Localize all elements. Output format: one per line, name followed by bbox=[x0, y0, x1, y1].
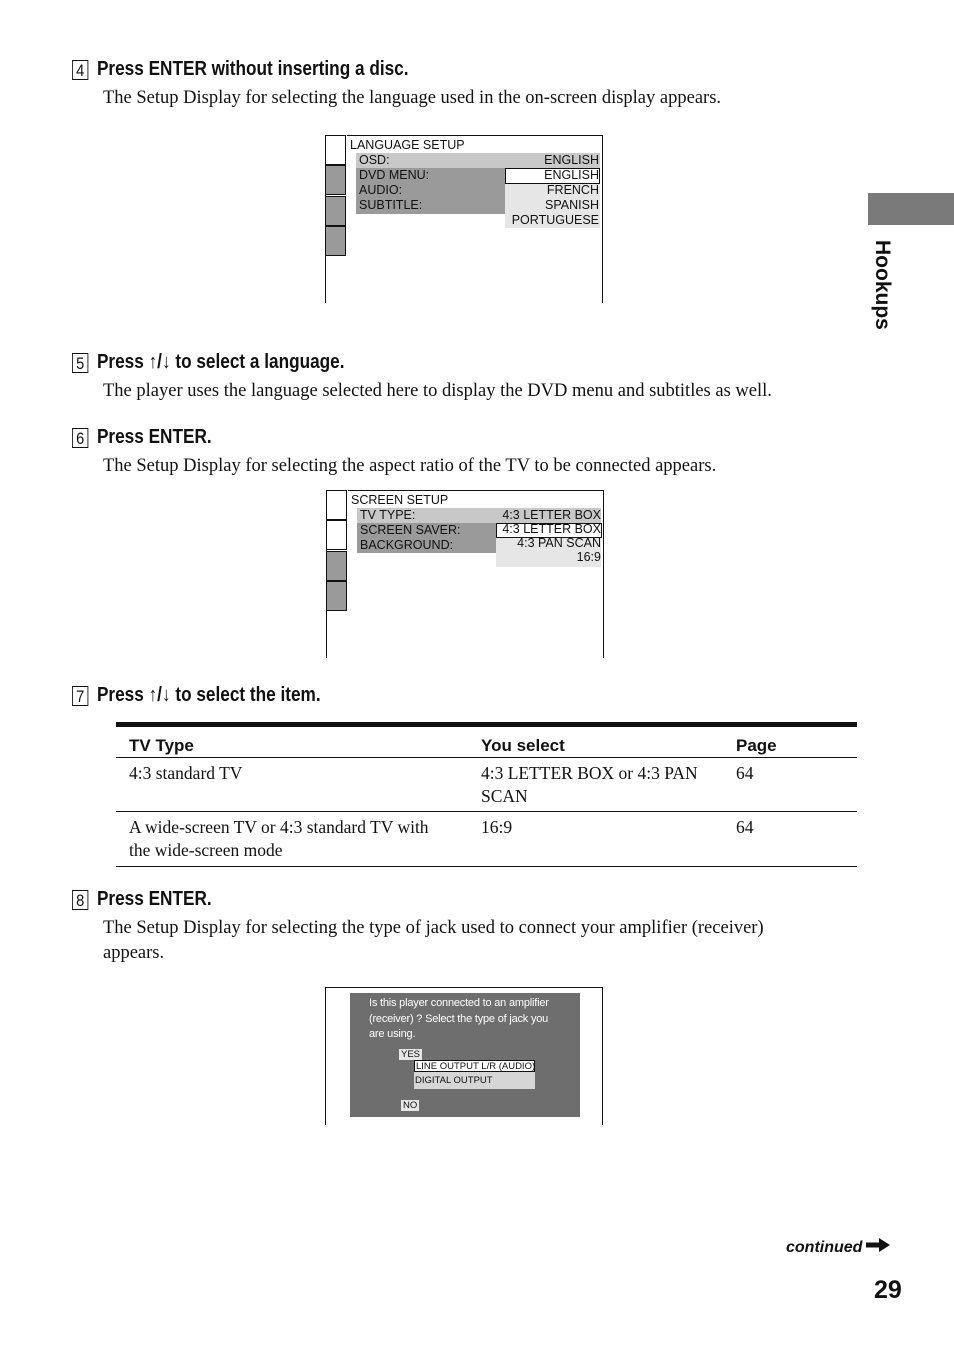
menu-row-label: SUBTITLE: bbox=[359, 198, 423, 212]
yes-option: YES bbox=[401, 1049, 421, 1060]
menu-row-label: TV TYPE: bbox=[360, 508, 416, 522]
dialog-question-line: (receiver) ? Select the type of jack you bbox=[369, 1012, 549, 1025]
step-8-body-line: appears. bbox=[103, 943, 165, 963]
table-row bbox=[116, 758, 857, 812]
option-item: PORTUGUESE bbox=[511, 213, 599, 227]
step-6-body: The Setup Display for selecting the aspect ratio of the TV to be connected appears. bbox=[103, 456, 717, 476]
option-item: LINE OUTPUT L/R (AUDIO) bbox=[416, 1061, 536, 1072]
column-header: You select bbox=[481, 736, 565, 755]
setup-tab bbox=[325, 135, 346, 165]
table-cell: the wide-screen mode bbox=[129, 840, 283, 860]
option-item: DIGITAL OUTPUT bbox=[415, 1075, 493, 1086]
step-title: Press ↑/↓ to select a language. bbox=[96, 351, 345, 373]
table-cell: SCAN bbox=[481, 786, 528, 806]
option-item: ENGLISH bbox=[544, 168, 599, 182]
continued-text: continued bbox=[786, 1239, 863, 1256]
menu-row-label: OSD: bbox=[359, 153, 390, 167]
setup-tab bbox=[325, 165, 346, 195]
step-6 bbox=[72, 426, 234, 449]
menu-row-label: AUDIO: bbox=[359, 183, 403, 197]
table-cell: 64 bbox=[736, 763, 754, 783]
option-item: FRENCH bbox=[546, 183, 599, 197]
table-cell: 4:3 standard TV bbox=[129, 763, 243, 783]
menu-row-label: BACKGROUND: bbox=[360, 538, 454, 552]
step-4-body: The Setup Display for selecting the language used in the on-screen display appears. bbox=[103, 88, 722, 108]
section-label bbox=[862, 240, 902, 360]
step-5 bbox=[72, 351, 389, 374]
step-number: 8 bbox=[72, 890, 88, 910]
step-title: Press ENTER. bbox=[96, 426, 212, 448]
menu-row-label: SCREEN SAVER: bbox=[360, 523, 461, 537]
menu-row-value: ENGLISH bbox=[544, 153, 599, 167]
option-item: SPANISH bbox=[545, 198, 599, 212]
step-title: Press ENTER. bbox=[96, 888, 212, 910]
step-number: 4 bbox=[72, 60, 88, 80]
dialog-question-line: Is this player connected to an amplifier bbox=[369, 997, 549, 1009]
section-tab-marker bbox=[868, 193, 954, 225]
table-row bbox=[116, 812, 857, 867]
amplifier-setup-screen bbox=[325, 987, 604, 1125]
option-item: 4:3 PAN SCAN bbox=[517, 536, 601, 550]
screen-title: SCREEN SETUP bbox=[351, 493, 449, 507]
column-header: Page bbox=[736, 736, 777, 755]
step-number: 5 bbox=[72, 353, 88, 373]
step-7 bbox=[72, 684, 361, 707]
setup-tab bbox=[325, 226, 346, 256]
tv-type-table bbox=[116, 722, 857, 867]
table-cell: 16:9 bbox=[481, 817, 513, 837]
setup-tab bbox=[326, 551, 347, 581]
dialog-question bbox=[369, 996, 549, 1043]
option-item: 16:9 bbox=[576, 550, 601, 564]
no-option: NO bbox=[403, 1100, 418, 1111]
step-8-body-line: The Setup Display for selecting the type of jack used to connect your amplifier (receiver) bbox=[103, 918, 764, 938]
language-setup-screen bbox=[325, 135, 604, 303]
table-cell: 64 bbox=[736, 817, 754, 837]
step-number: 6 bbox=[72, 428, 88, 448]
screen-setup-screen bbox=[326, 490, 605, 658]
continued-indicator bbox=[786, 1238, 890, 1257]
table-cell: 4:3 LETTER BOX or 4:3 PAN bbox=[481, 763, 698, 783]
step-8 bbox=[72, 888, 234, 911]
table-header bbox=[116, 727, 857, 758]
menu-row-value: 4:3 LETTER BOX bbox=[502, 508, 601, 522]
option-item: 4:3 LETTER BOX bbox=[502, 522, 601, 536]
screen-title: LANGUAGE SETUP bbox=[350, 138, 465, 152]
setup-tab bbox=[326, 520, 347, 550]
page-number: 29 bbox=[874, 1276, 902, 1304]
table-cell: A wide-screen TV or 4:3 standard TV with bbox=[129, 817, 429, 837]
arrow-right-icon bbox=[866, 1238, 890, 1257]
step-8-body bbox=[103, 916, 764, 966]
step-5-body: The player uses the language selected here to display the DVD menu and subtitles as well. bbox=[103, 381, 772, 401]
step-4 bbox=[72, 58, 463, 81]
dialog-question-line: are using. bbox=[369, 1028, 416, 1040]
setup-tab bbox=[326, 490, 347, 520]
setup-tab bbox=[325, 196, 346, 226]
section-label-text: Hookups bbox=[871, 240, 894, 330]
step-number: 7 bbox=[72, 686, 88, 706]
step-title: Press ↑/↓ to select the item. bbox=[96, 684, 321, 706]
column-header: TV Type bbox=[129, 736, 194, 755]
step-title: Press ENTER without inserting a disc. bbox=[96, 58, 409, 80]
menu-row-label: DVD MENU: bbox=[359, 168, 430, 182]
setup-tab bbox=[326, 581, 347, 611]
